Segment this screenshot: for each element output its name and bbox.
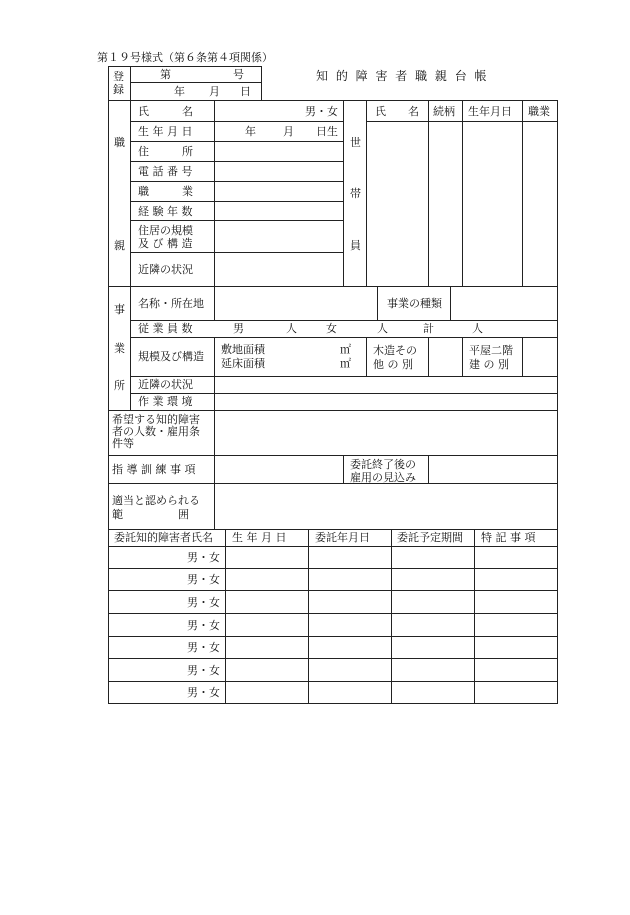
label-business-neighborhood: 近隣の状況 bbox=[138, 378, 193, 391]
consignee-header-name: 委託知的障害者氏名 bbox=[114, 531, 213, 544]
consignee-row-sex: 男・女 bbox=[187, 686, 220, 699]
shokuoya-side-bottom: 親 bbox=[114, 239, 125, 252]
label-person-2: 人 bbox=[377, 322, 388, 335]
household-side-1: 世 bbox=[350, 136, 361, 149]
form-number: 第１９号様式（第６条第４項関係） bbox=[97, 51, 273, 64]
label-sex: 男・女 bbox=[305, 105, 338, 118]
household-header-dob: 生年月日 bbox=[468, 105, 512, 118]
business-side-1: 事 bbox=[114, 303, 125, 316]
business-side-2: 業 bbox=[114, 342, 125, 355]
registration-label: 登 録 bbox=[113, 70, 124, 96]
label-female: 女 bbox=[326, 322, 337, 335]
label-total: 計 bbox=[423, 322, 434, 335]
label-neighborhood: 近隣の状況 bbox=[138, 263, 193, 276]
label-male: 男 bbox=[233, 322, 244, 335]
household-header-occupation: 職業 bbox=[528, 105, 550, 118]
label-occupation: 職 業 bbox=[138, 185, 193, 198]
label-scale: 規模及び構造 bbox=[138, 350, 204, 363]
label-housing: 住居の規模 及 び 構 造 bbox=[138, 224, 193, 250]
label-person-3: 人 bbox=[472, 322, 483, 335]
consignee-row-sex: 男・女 bbox=[187, 596, 220, 609]
label-site-unit: ㎡ bbox=[340, 343, 351, 356]
reg-year: 年 bbox=[174, 85, 185, 98]
label-floor-unit: ㎡ bbox=[340, 357, 351, 370]
consignee-header-period: 委託予定期間 bbox=[397, 531, 463, 544]
label-work-env: 作 業 環 境 bbox=[138, 395, 193, 408]
reg-number-suffix: 号 bbox=[233, 68, 244, 81]
consignee-row-sex: 男・女 bbox=[187, 551, 220, 564]
label-dob-year: 年 bbox=[245, 125, 256, 138]
consignee-header-notes: 特 記 事 項 bbox=[481, 531, 536, 544]
label-dob-day-born: 日生 bbox=[316, 125, 338, 138]
label-experience: 経 験 年 数 bbox=[138, 205, 193, 218]
label-dob: 生 年 月 日 bbox=[138, 125, 193, 138]
consignee-header-date: 委託年月日 bbox=[315, 531, 370, 544]
business-side-3: 所 bbox=[114, 379, 125, 392]
label-business-name-location: 名称・所在地 bbox=[138, 297, 204, 310]
consignee-row-sex: 男・女 bbox=[187, 664, 220, 677]
label-floor-area: 延床面積 bbox=[221, 357, 265, 370]
label-business-type: 事業の種類 bbox=[387, 297, 442, 310]
label-employees: 従 業 員 数 bbox=[138, 322, 193, 335]
label-single-storey: 平屋二階 建 の 別 bbox=[469, 344, 513, 371]
label-phone: 電 話 番 号 bbox=[138, 165, 193, 178]
shokuoya-side-top: 職 bbox=[114, 136, 125, 149]
label-wooden: 木造その 他 の 別 bbox=[373, 344, 417, 371]
label-outlook: 委託終了後の 雇用の見込み bbox=[350, 458, 416, 484]
reg-day: 日 bbox=[240, 85, 251, 98]
household-side-2: 帯 bbox=[350, 187, 361, 200]
label-person-1: 人 bbox=[286, 322, 297, 335]
consignee-row-sex: 男・女 bbox=[187, 641, 220, 654]
label-scope: 適当と認められる 範 囲 bbox=[112, 494, 200, 521]
consignee-row-sex: 男・女 bbox=[187, 573, 220, 586]
household-side-3: 員 bbox=[350, 239, 361, 252]
label-site-area: 敷地面積 bbox=[221, 343, 265, 356]
label-desired-persons: 希望する知的障害 者の人数・雇用条 件等 bbox=[112, 413, 200, 450]
household-header-relation: 続柄 bbox=[433, 105, 455, 118]
label-name: 氏 名 bbox=[138, 105, 193, 118]
reg-month: 月 bbox=[209, 85, 220, 98]
label-address: 住 所 bbox=[138, 145, 193, 158]
consignee-row-sex: 男・女 bbox=[187, 619, 220, 632]
reg-number-prefix: 第 bbox=[160, 68, 171, 81]
household-header-name: 氏 名 bbox=[375, 105, 419, 118]
label-training: 指 導 訓 練 事 項 bbox=[112, 463, 196, 476]
label-dob-month: 月 bbox=[283, 125, 294, 138]
form-title: 知 的 障 害 者 職 親 台 帳 bbox=[316, 69, 489, 83]
consignee-header-dob: 生 年 月 日 bbox=[232, 531, 287, 544]
